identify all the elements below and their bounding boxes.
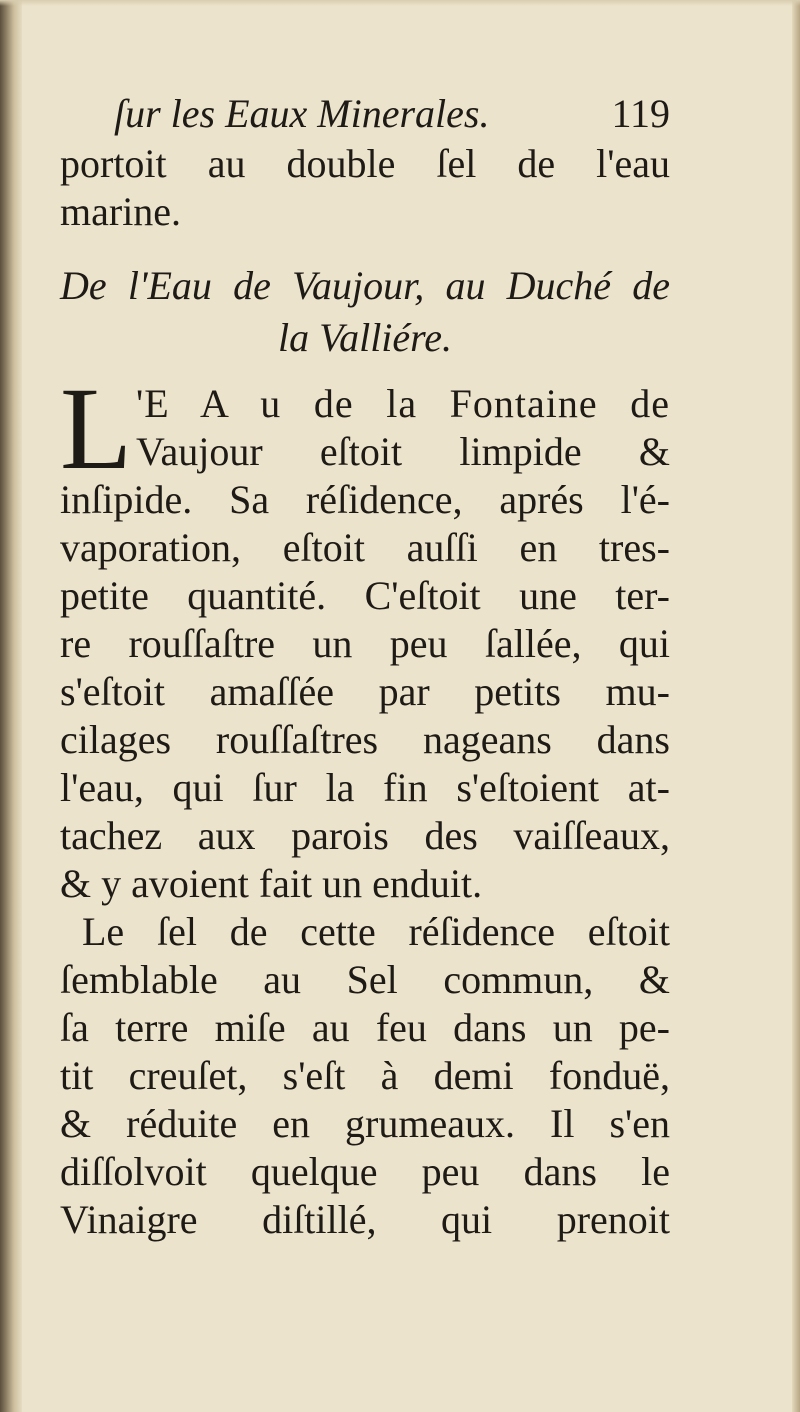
text-line: cilages rouſſaſtres nageans dans [60, 717, 670, 762]
page-top-edge [0, 0, 800, 6]
page-edge-shadow [792, 0, 800, 1412]
running-head [60, 88, 670, 140]
text-line: diſſolvoit quelque peu dans le [60, 1149, 670, 1194]
text-line: ſa terre miſe au feu dans un pe- [60, 1005, 670, 1050]
running-title: ſur les Eaux Minerales. [114, 91, 490, 136]
page-number: 119 [611, 91, 670, 136]
text-line: re rouſſaſtre un peu ſallée, qui [60, 621, 670, 666]
text-line: ſemblable au Sel commun, & [60, 957, 670, 1002]
drop-cap: L [60, 363, 133, 494]
text-line: portoit au double ſel de l'eau [60, 141, 670, 186]
section-heading-line-1: De l'Eau de Vaujour, au Duché de [60, 263, 670, 308]
text-line: s'eſtoit amaſſée par petits mu- [60, 669, 670, 714]
text-line: inſipide. Sa réſidence, aprés l'é- [60, 477, 670, 522]
text-line: vaporation, eſtoit auſſi en tres- [60, 525, 670, 570]
text-line: petite quantité. C'eſtoit une ter- [60, 573, 670, 618]
text-block [60, 88, 670, 1244]
text-line: 'E A u de la Fontaine de [136, 381, 670, 426]
page-binding-shadow [0, 0, 22, 1412]
text-line: Vaujour eſtoit limpide & [136, 429, 670, 474]
paragraph-2 [60, 908, 670, 1244]
text-line: Le ſel de cette réſidence eſtoit [82, 909, 670, 954]
section-heading-line-2: la Valliére. [277, 315, 453, 360]
text-line: l'eau, qui ſur la fin s'eſtoient at- [60, 765, 670, 810]
text-line: tachez aux parois des vaiſſeaux, [60, 813, 670, 858]
text-line: & réduite en grumeaux. Il s'en [60, 1101, 670, 1146]
text-line: marine. [60, 189, 182, 234]
text-line: & y avoient fait un enduit. [60, 861, 483, 906]
text-line: Vinaigre diſtillé, qui prenoit [60, 1197, 670, 1242]
paragraph-1 [60, 363, 670, 908]
text-line: tit creuſet, s'eſt à demi fonduë, [60, 1053, 670, 1098]
